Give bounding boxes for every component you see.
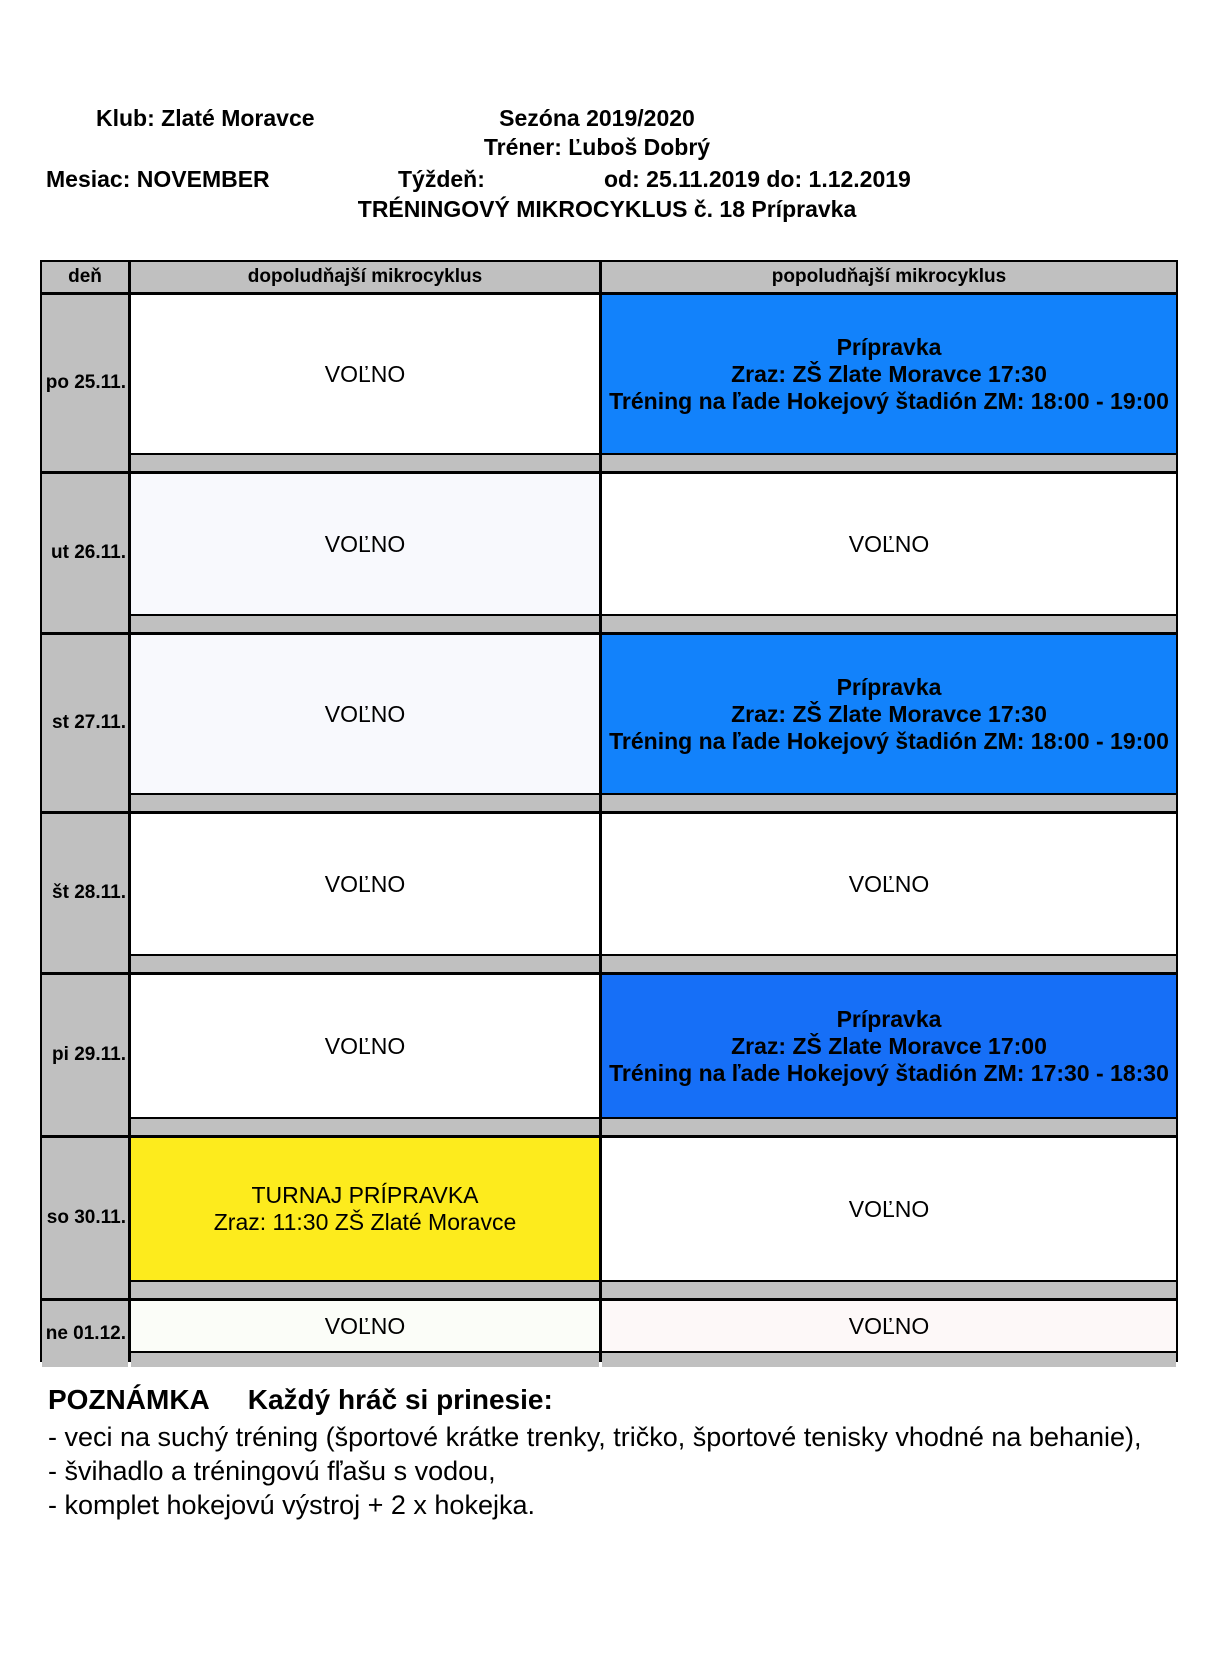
afternoon-cell: [602, 975, 1176, 1135]
row-divider-strip: [602, 616, 1176, 632]
row-divider-strip: [602, 1119, 1176, 1135]
row-divider-strip: [131, 1282, 599, 1298]
cell-text-line: Zraz: 11:30 ZŠ Zlaté Moravce: [213, 1209, 517, 1235]
cell-text-line: VOĽNO: [324, 1032, 406, 1059]
day-label: so 30.11.: [42, 1138, 128, 1298]
afternoon-cell-content: [602, 474, 1176, 616]
afternoon-cell: [602, 814, 1176, 972]
note-items: [48, 1420, 1148, 1522]
cell-text-line: Tréning na ľade Hokejový štadión ZM: 17:30 - 18:30: [609, 1059, 1169, 1086]
schedule-table: [40, 260, 1178, 1362]
afternoon-cell-content: [602, 975, 1176, 1119]
morning-cell-content: [131, 1138, 599, 1282]
date-range: od: 25.11.2019 do: 1.12.2019: [604, 166, 911, 192]
note-item: - švihadlo a tréningovú fľašu s vodou,: [48, 1456, 496, 1486]
cell-text-line: TURNAJ PRÍPRAVKA: [251, 1182, 479, 1208]
note-item: - komplet hokejovú výstroj + 2 x hokejka.: [48, 1490, 535, 1520]
cell-text-line: Zraz: ZŠ Zlate Moravce 17:30: [731, 700, 1047, 727]
column-header-day: deň: [42, 262, 128, 292]
morning-cell: [131, 474, 599, 632]
cell-text-line: VOĽNO: [324, 700, 406, 727]
morning-cell: [131, 1301, 599, 1367]
morning-cell: [131, 814, 599, 972]
row-divider-strip: [602, 455, 1176, 471]
note-heading: Každý hráč si prinesie:: [247, 1384, 553, 1415]
afternoon-cell-content: [602, 1138, 1176, 1282]
cell-text-line: Prípravka: [836, 1005, 942, 1032]
day-label: po 25.11.: [42, 295, 128, 471]
row-divider-strip: [131, 616, 599, 632]
afternoon-cell-content: [602, 635, 1176, 795]
row-divider-strip: [131, 1353, 599, 1367]
row-divider-strip: [131, 455, 599, 471]
season-label: Sezóna 2019/2020: [499, 105, 695, 131]
column-header-afternoon: popoludňajší mikrocyklus: [602, 262, 1176, 292]
note-item: - veci na suchý tréning (športové krátke trenky, tričko, športové tenisky vhodné na behanie),: [48, 1422, 1142, 1452]
row-divider-strip: [131, 1119, 599, 1135]
afternoon-cell: [602, 295, 1176, 471]
day-label: št 28.11.: [42, 814, 128, 972]
note-section: [48, 1380, 1148, 1522]
afternoon-cell-content: [602, 1301, 1176, 1353]
row-divider-strip: [131, 795, 599, 811]
cell-text-line: VOĽNO: [848, 1195, 930, 1222]
cell-text-line: Prípravka: [836, 673, 942, 700]
page-title: TRÉNINGOVÝ MIKROCYKLUS č. 18 Prípravka: [357, 196, 857, 222]
afternoon-cell: [602, 635, 1176, 811]
morning-cell: [131, 1138, 599, 1298]
cell-text-line: VOĽNO: [324, 1312, 406, 1339]
cell-text-line: Tréning na ľade Hokejový štadión ZM: 18:00 - 19:00: [609, 387, 1169, 414]
cell-text-line: Prípravka: [836, 333, 942, 360]
morning-cell-content: [131, 814, 599, 956]
row-divider-strip: [602, 1353, 1176, 1367]
month-label: Mesiac: NOVEMBER: [46, 166, 270, 192]
row-divider-strip: [602, 956, 1176, 972]
morning-cell-content: [131, 975, 599, 1119]
week-label: Týždeň:: [398, 166, 485, 192]
day-label: ut 26.11.: [42, 474, 128, 632]
morning-cell-content: [131, 295, 599, 455]
cell-text-line: VOĽNO: [848, 1312, 930, 1339]
cell-text-line: Zraz: ZŠ Zlate Moravce 17:00: [731, 1032, 1047, 1059]
afternoon-cell-content: [602, 814, 1176, 956]
afternoon-cell-content: [602, 295, 1176, 455]
cell-text-line: VOĽNO: [848, 870, 930, 897]
day-label: pi 29.11.: [42, 975, 128, 1135]
coach-label: Tréner: Ľuboš Dobrý: [483, 134, 711, 160]
afternoon-cell: [602, 474, 1176, 632]
cell-text-line: VOĽNO: [324, 870, 406, 897]
morning-cell: [131, 295, 599, 471]
cell-text-line: VOĽNO: [324, 360, 406, 387]
afternoon-cell: [602, 1301, 1176, 1367]
morning-cell-content: [131, 474, 599, 616]
row-divider-strip: [131, 956, 599, 972]
row-divider-strip: [602, 795, 1176, 811]
club-label: Klub: Zlaté Moravce: [96, 105, 315, 131]
column-header-morning: dopoludňajší mikrocyklus: [131, 262, 599, 292]
day-label: st 27.11.: [42, 635, 128, 811]
day-label: ne 01.12.: [42, 1301, 128, 1367]
cell-text-line: Zraz: ZŠ Zlate Moravce 17:30: [731, 360, 1047, 387]
morning-cell: [131, 975, 599, 1135]
morning-cell-content: [131, 635, 599, 795]
note-title: [48, 1380, 1148, 1420]
note-label: POZNÁMKA: [48, 1384, 210, 1415]
cell-text-line: Tréning na ľade Hokejový štadión ZM: 18:00 - 19:00: [609, 727, 1169, 754]
row-divider-strip: [602, 1282, 1176, 1298]
afternoon-cell: [602, 1138, 1176, 1298]
cell-text-line: VOĽNO: [324, 530, 406, 557]
cell-text-line: VOĽNO: [848, 530, 930, 557]
morning-cell-content: [131, 1301, 599, 1353]
morning-cell: [131, 635, 599, 811]
